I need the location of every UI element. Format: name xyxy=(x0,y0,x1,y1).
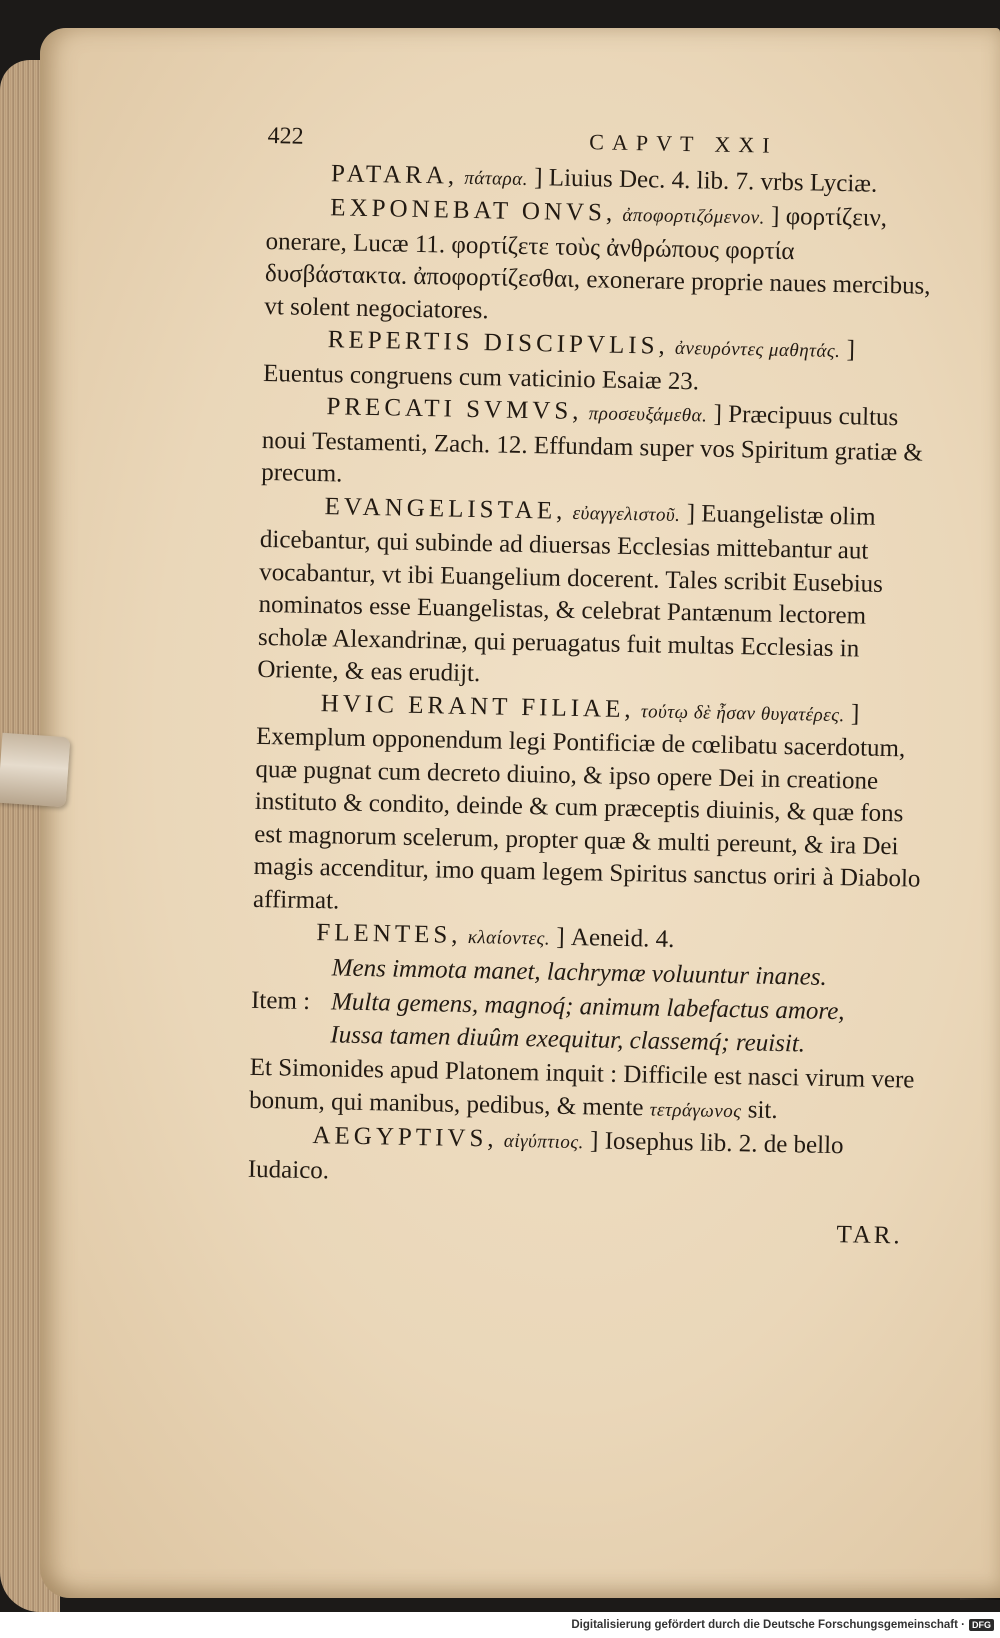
entry-text: ] Præcipuus cultus noui Testamenti, Zach. 12. Effundam super vos Spiritum gratiæ & precum. xyxy=(260,400,924,488)
entry-precati-sumus xyxy=(261,390,933,502)
entry-lemma: EXPONEBAT ONVS, xyxy=(330,194,617,227)
verse-line: Iussa tamen diuûm exequitur, classemq́; reuisit. xyxy=(330,1020,806,1057)
entry-aegyptius xyxy=(248,1119,919,1199)
verse-item-label: Item : xyxy=(250,986,311,1015)
entry-text: ] Aeneid. 4. xyxy=(556,923,675,953)
digitization-footer xyxy=(0,1612,1000,1638)
dfg-logo: DFG xyxy=(969,1619,994,1631)
verse-spacer xyxy=(250,1017,331,1051)
entry-greek: εὐαγγελιστοῦ. xyxy=(572,502,681,526)
entry-greek: ἀποφορτιζόμενον. xyxy=(622,204,766,229)
entry-lemma: AEGYPTIVS, xyxy=(312,1122,498,1153)
simonides-text: Et Simonides apud Platonem inquit : Difficile est nasci virum vere bonum, qui manibus, pedibus, & mente xyxy=(248,1053,915,1121)
entry-lemma: HVIC ERANT FILIAE, xyxy=(320,689,635,723)
entry-greek: προσευξάμεθα. xyxy=(588,403,708,427)
entry-text: ] Euangelistæ olim dicebantur, qui subinde ad diuersas Ecclesias mittebantur aut vocabantur, vt ibi Euangelium docerent. Tales scribit Eusebius nominatos esse Euangelistas, & celebrat Pantænum lectorem scholæ Alexandrinæ, qui peruagatus fuit multas Ecclesias in Oriente, & eas erudijt. xyxy=(257,499,884,688)
footer-text: Digitalisierung gefördert durch die Deutsche Forschungsgemeinschaft · xyxy=(571,1619,965,1631)
entry-lemma: FLENTES, xyxy=(316,919,462,949)
entry-greek: κλαίοντες. xyxy=(467,926,551,950)
simonides-paragraph xyxy=(249,1052,920,1132)
entry-greek: ἀνευρόντες μαθητάς. xyxy=(674,337,841,363)
entry-lemma: REPERTIS DISCIPVLIS, xyxy=(327,326,670,360)
entry-text: ] Euentus congruens cum vaticinio Esaiæ 23. xyxy=(262,336,856,395)
entry-repertis-discipulis xyxy=(263,323,934,403)
page-number: 422 xyxy=(267,122,304,150)
entry-evangelistae xyxy=(257,489,931,699)
running-head: CAPVT XXI xyxy=(589,129,778,158)
entry-exponebat-onus xyxy=(264,191,936,336)
entry-lemma: EVANGELISTAE, xyxy=(324,492,567,525)
page-text-block xyxy=(246,120,937,1253)
entry-greek: αἰγύπτιος. xyxy=(503,1130,585,1154)
entry-lemma: PRECATI SVMVS, xyxy=(326,393,583,426)
entry-greek: τούτῳ δὲ ἦσαν θυγατέρες. xyxy=(640,700,845,726)
simonides-end: sit. xyxy=(747,1095,778,1124)
entry-text: ] φορτίζειν, onerare, Lucæ 11. φορτίζετε τοὺς ἀνθρώπους φορτία δυσβάστακτα. ἀποφορτίζεσθαι, exonerare proprie naues mercibus, vt solent negociatores. xyxy=(264,202,931,324)
entry-lemma: PATARA, xyxy=(330,159,459,190)
simonides-greek: τετράγωνος xyxy=(649,1099,742,1122)
entry-text: ] Liuius Dec. 4. lib. 7. vrbs Lyciæ. xyxy=(534,163,878,198)
verse-line: Mens immota manet, lachrymæ voluuntur inanes. xyxy=(331,953,828,991)
entry-text: ] Iosephus lib. 2. de bello Iudaico. xyxy=(247,1127,844,1184)
verse-line: Multa gemens, magnoq́; animum labefactus amore, xyxy=(330,988,845,1026)
catchword: TAR. xyxy=(836,1221,903,1250)
bookmark-ribbon xyxy=(0,733,70,808)
entry-huic-erant-filiae xyxy=(253,686,927,928)
entry-text: ] Exemplum opponendum legi Pontificiæ de cœlibatu sacerdotum, quæ pugnat cum decreto diuino, & ipso opere Dei in creatione instituto & condito, deinde & cum præceptis diuinis, & quæ fons est magnorum scelerum, propter quæ & multi pereunt, & ira Dei magis accenditur, imo quam legem Spiritus sanctus oriri à Diabolo affirmat. xyxy=(252,699,921,915)
entry-greek: πάταρα. xyxy=(464,167,529,190)
verse-quotation xyxy=(250,985,921,1063)
